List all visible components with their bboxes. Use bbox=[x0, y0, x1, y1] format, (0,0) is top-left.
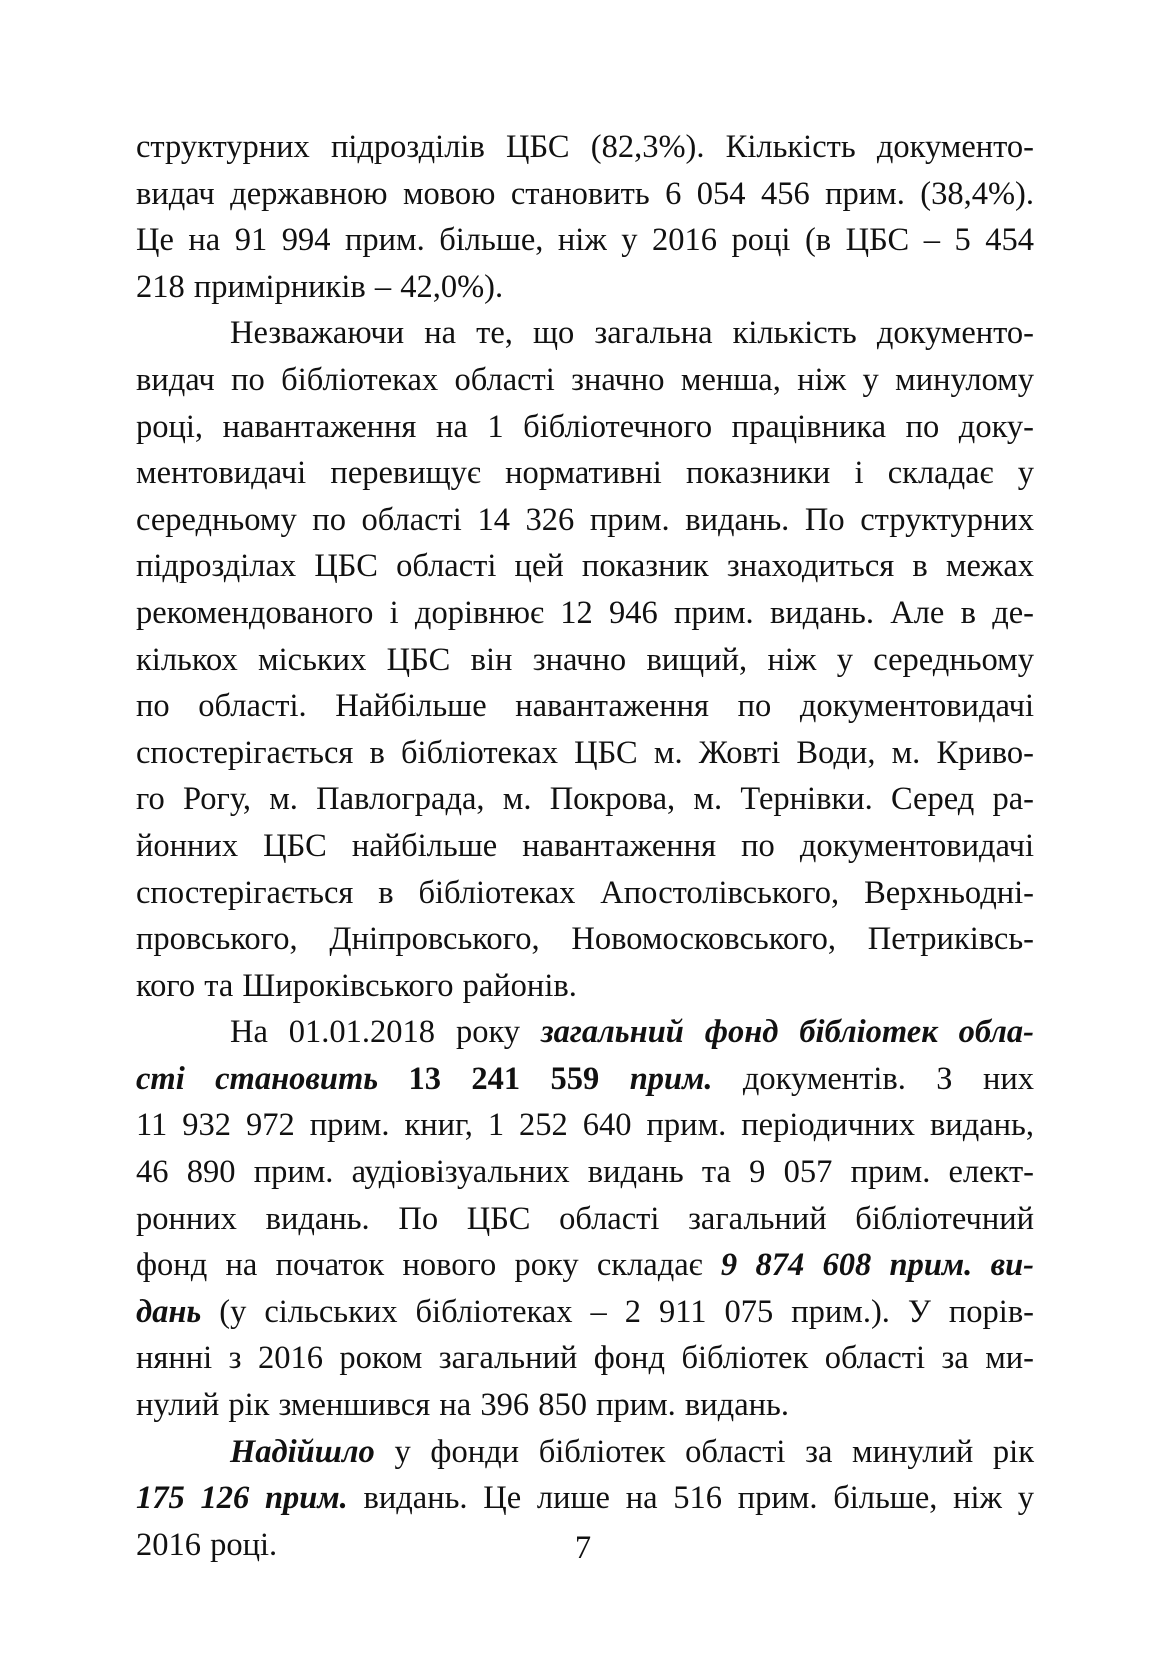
text-run: видань. Це лише на 516 прим. більше, ніж у bbox=[347, 1480, 1034, 1517]
text-run: Це на 91 994 прим. більше, ніж у 2016 році (в ЦБС – 5 454 bbox=[136, 222, 1034, 259]
text-run: йонних ЦБС найбільше навантаження по документовидачі bbox=[136, 827, 1034, 864]
text-line bbox=[136, 1149, 1034, 1196]
text-line bbox=[136, 870, 1034, 917]
text-run: кількох міських ЦБС він значно вищий, ніж у середньому bbox=[136, 641, 1034, 678]
text-run: Незважаючи на те, що загальна кількість документо- bbox=[230, 315, 1034, 352]
text-line bbox=[136, 1242, 1034, 1289]
text-line bbox=[136, 450, 1034, 497]
text-line bbox=[136, 357, 1034, 404]
emphasis-run: 175 126 прим. bbox=[136, 1480, 348, 1517]
text-run: рекомендованого і дорівнює 12 946 прим. видань. Але в де- bbox=[136, 594, 1034, 631]
text-run: по області. Найбільше навантаження по документовидачі bbox=[136, 688, 1034, 725]
text-run: фонд на початок нового року складає bbox=[136, 1247, 721, 1284]
text-run: 218 примірників – 42,0%). bbox=[136, 268, 504, 305]
text-line bbox=[136, 916, 1034, 963]
text-line bbox=[136, 1009, 1034, 1056]
text-line bbox=[136, 1475, 1034, 1522]
text-run: видач по бібліотеках області значно менша, ніж у минулому bbox=[136, 361, 1034, 398]
text-line bbox=[136, 171, 1034, 218]
text-run: середньому по області 14 326 прим. видань. По структурних bbox=[136, 501, 1034, 538]
emphasis-run: сті становить bbox=[136, 1060, 409, 1097]
emphasis-run: Надійшло bbox=[230, 1433, 375, 1470]
text-run: спостерігається в бібліотеках ЦБС м. Жовті Води, м. Криво- bbox=[136, 734, 1034, 771]
text-line bbox=[136, 1196, 1034, 1243]
text-run: нянні з 2016 роком загальний фонд бібліотек області за ми- bbox=[136, 1340, 1034, 1377]
text-run: 2016 році. bbox=[136, 1526, 278, 1563]
text-line bbox=[136, 217, 1034, 264]
text-run: го Рогу, м. Павлограда, м. Покрова, м. Тернівки. Серед ра- bbox=[136, 781, 1034, 818]
text-line bbox=[136, 683, 1034, 730]
text-run: 46 890 прим. аудіовізуальних видань та 9 057 прим. елект- bbox=[136, 1154, 1034, 1191]
text-line bbox=[136, 1102, 1034, 1149]
text-run: спостерігається в бібліотеках Апостолівського, Верхньодні- bbox=[136, 874, 1034, 911]
text-line bbox=[136, 543, 1034, 590]
text-line bbox=[136, 963, 1034, 1010]
text-line bbox=[136, 823, 1034, 870]
text-line bbox=[136, 1289, 1034, 1336]
text-run: провського, Дніпровського, Новомосковського, Петриківсь- bbox=[136, 921, 1034, 958]
text-run: документів. З них bbox=[712, 1060, 1035, 1097]
emphasis-run: дань bbox=[136, 1293, 202, 1330]
emphasis-run: 9 874 608 прим. ви- bbox=[720, 1247, 1034, 1284]
text-line bbox=[136, 637, 1034, 684]
text-run: На 01.01.2018 року bbox=[230, 1014, 541, 1051]
text-line bbox=[136, 1056, 1034, 1103]
text-run: структурних підрозділів ЦБС (82,3%). Кількість документо- bbox=[136, 129, 1034, 165]
text-run: нулий рік зменшився на 396 850 прим. видань. bbox=[136, 1387, 789, 1424]
text-run: 11 932 972 прим. книг, 1 252 640 прим. періодичних видань, bbox=[136, 1107, 1034, 1144]
text-line bbox=[136, 776, 1034, 823]
text-run: кого та Широківського районів. bbox=[136, 967, 577, 1004]
text-run: підрозділах ЦБС області цей показник знаходиться в межах bbox=[136, 548, 1034, 585]
text-line bbox=[136, 1382, 1034, 1429]
text-line bbox=[136, 310, 1034, 357]
text-run: (у сільських бібліотеках – 2 911 075 прим.). У порів- bbox=[201, 1293, 1034, 1330]
text-line bbox=[136, 730, 1034, 777]
text-line bbox=[136, 1335, 1034, 1382]
page-number: 7 bbox=[574, 1530, 592, 1566]
total-fund-value: 13 241 559 bbox=[408, 1060, 600, 1097]
text-line bbox=[136, 404, 1034, 451]
text-run: році, навантаження на 1 бібліотечного працівника по доку- bbox=[136, 408, 1034, 445]
emphasis-run: загальний фонд бібліотек обла- bbox=[540, 1014, 1034, 1051]
text-run: у фонди бібліотек області за минулий рік bbox=[374, 1433, 1034, 1470]
body-text bbox=[136, 124, 1034, 1568]
text-run: видач державною мовою становить 6 054 456 прим. (38,4%). bbox=[136, 175, 1034, 212]
text-line bbox=[136, 1429, 1034, 1476]
text-line bbox=[136, 124, 1034, 171]
text-run: ментовидачі перевищує нормативні показники і складає у bbox=[136, 455, 1034, 492]
text-line bbox=[136, 497, 1034, 544]
text-run: ронних видань. По ЦБС області загальний бібліотечний bbox=[136, 1200, 1034, 1237]
text-line bbox=[136, 264, 1034, 311]
emphasis-run: прим. bbox=[599, 1060, 713, 1097]
text-line bbox=[136, 590, 1034, 637]
